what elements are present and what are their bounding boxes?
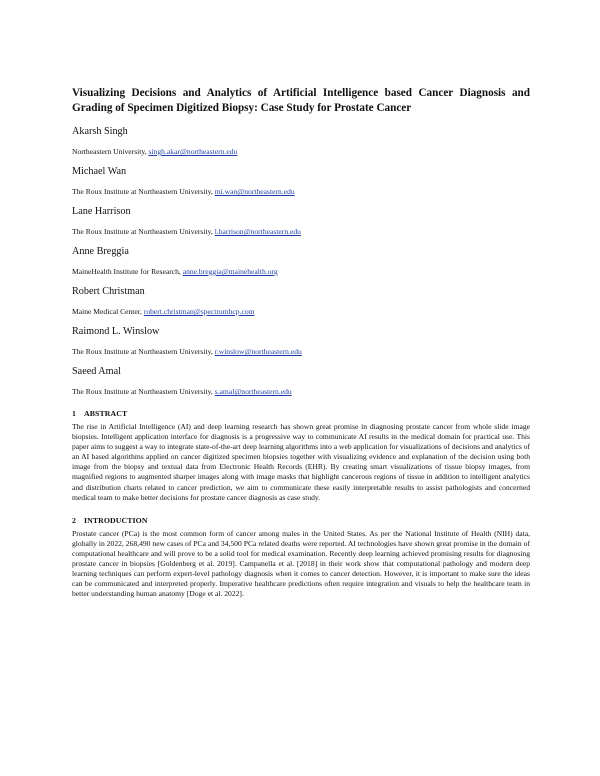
paper-title: Visualizing Decisions and Analytics of Artificial Intelligence based Cancer Diagnosis and Grading of Specimen Digitized Biopsy: Case Study for Prostate Cancer (72, 87, 530, 114)
affiliation-text: Maine Medical Center, (72, 307, 144, 316)
author-affiliation (72, 147, 530, 157)
author-block (72, 285, 530, 317)
affiliation-text: The Roux Institute at Northeastern University, (72, 227, 215, 236)
abstract-title: ABSTRACT (84, 409, 128, 418)
author-name: Akarsh Singh (72, 126, 128, 137)
author-affiliation (72, 307, 530, 317)
affiliation-text: The Roux Institute at Northeastern University, (72, 187, 215, 196)
abstract-text: The rise in Artificial Intelligence (AI) and deep learning research has shown great promise in diagnosing prostate cancer from whole slide image biopsies. Intelligent application interface for diagnosis is a progressive way to communicate AI results in the medical domain for practical use. This paper aims to suggest a way to integrate state-of-the-art deep learning algorithms into a web application for visualizations of decisions and analytics of an AI based algorithms applied on cancer digitized specimen biopsies together with visualizing evidence and explanation of the decision using both image from the biopsy and textual data from Electronic Health Records (EHR). By creating smart visualizations of tissue biopsy images, from magnified regions to augmented sharper images along with image masks that highlight cancerous regions of tissue in addition to intelligent analytics and distribution charts related to cancer prediction, we aim to communicate these easily interpretable results to assist pathologists and concerned medical team to make better decisions for prostate cancer diagnosis as case study. (72, 422, 531, 502)
affiliation-text: Northeastern University, (72, 147, 149, 156)
author-affiliation (72, 387, 530, 397)
author-affiliation (72, 347, 530, 357)
author-affiliation (72, 187, 530, 197)
author-name: Saeed Amal (72, 366, 121, 377)
author-name: Robert Christman (72, 286, 145, 297)
author-block (72, 365, 530, 397)
author-block (72, 205, 530, 237)
author-block (72, 245, 530, 277)
author-email-link[interactable]: mi.wan@northeastern.edu (214, 187, 295, 196)
abstract-number: 1 (72, 409, 76, 418)
author-name: Michael Wan (72, 166, 127, 177)
abstract-heading (72, 409, 530, 418)
affiliation-text: The Roux Institute at Northeastern University, (72, 347, 215, 356)
author-name: Anne Breggia (72, 246, 129, 257)
author-affiliation (72, 267, 530, 277)
author-name: Raimond L. Winslow (72, 326, 160, 337)
introduction-text: Prostate cancer (PCa) is the most common form of cancer among males in the United States. As per the National Institute of Health (NIH) data, globally in 2022, 268,490 new cases of PCa and 34,500 PCa related deaths were reported. AI technologies have shown great promise in the domain of computational healthcare and will prove to be a solid tool for medical examination. Recently deep learning achieved promising results for diagnosing prostate cancer in biopsies [Goldenberg et al. 2019]. Campanella et al. [2018] in their work show that computational pathology and modern deep learning techniques can perform expert-level pathology diagnosis when it comes to cancer detection. However, it is important to make sure the ideas can be communicated and interpreted properly. Imperative healthcare predictions often require integration and visuals to help the healthcare team in better understanding human anatomy [Doge et al. 2022]. (72, 528, 530, 599)
author-email-link[interactable]: singh.akar@northeastern.edu (148, 147, 238, 156)
abstract-section (72, 409, 530, 503)
author-email-link[interactable]: s.amal@northeastern.edu (214, 387, 292, 396)
introduction-heading (72, 516, 530, 525)
author-email-link[interactable]: anne.breggia@mainehealth.org (182, 267, 278, 276)
author-block (72, 125, 530, 157)
introduction-section (72, 516, 530, 600)
author-email-link[interactable]: robert.christman@spectrumhcp.com (143, 307, 255, 316)
author-list (72, 125, 530, 397)
introduction-number: 2 (72, 515, 76, 525)
author-affiliation (72, 227, 530, 237)
author-block (72, 325, 530, 357)
author-email-link[interactable]: l.harrison@northeastern.edu (214, 227, 301, 236)
author-email-link[interactable]: r.winslow@northeastern.edu (214, 347, 302, 356)
affiliation-text: The Roux Institute at Northeastern University, (72, 387, 215, 396)
author-block (72, 165, 530, 197)
introduction-title: INTRODUCTION (84, 515, 148, 525)
affiliation-text: MaineHealth Institute for Research, (72, 267, 183, 276)
author-name: Lane Harrison (72, 206, 131, 217)
